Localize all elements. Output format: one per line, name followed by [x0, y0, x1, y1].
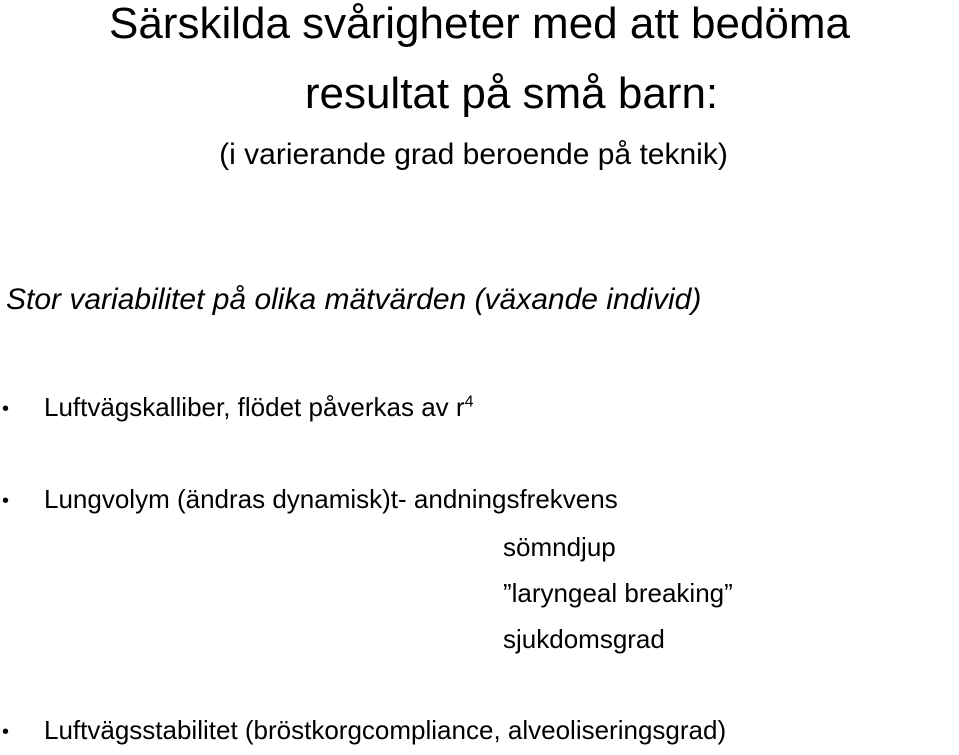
bullet-item-airway-caliber	[44, 394, 473, 420]
superscript: 4	[464, 393, 474, 411]
bullet-continuation-disease-severity: sjukdomsgrad	[503, 624, 665, 654]
slide-title-line-2: resultat på små barn:	[304, 69, 719, 118]
bullet-text: Luftvägskalliber, flödet påverkas av r	[44, 392, 465, 422]
bullet-marker: •	[2, 490, 10, 512]
section-heading: Stor variabilitet på olika mätvärden (växande individ)	[6, 283, 702, 316]
slide-subtitle: (i varierande grad beroende på teknik)	[219, 138, 728, 171]
bullet-marker: •	[2, 398, 10, 420]
bullet-continuation-laryngeal-breaking: ”laryngeal breaking”	[503, 578, 733, 608]
bullet-item-lung-volume: Lungvolym (ändras dynamisk)t- andningsfrekvens	[44, 484, 618, 514]
bullet-continuation-sleep-depth: sömndjup	[503, 532, 616, 562]
bullet-marker: •	[2, 721, 10, 743]
slide-title-line-1: Särskilda svårigheter med att bedöma	[108, 0, 851, 48]
bullet-item-airway-stability: Luftvägsstabilitet (bröstkorgcompliance, alveoliseringsgrad)	[44, 715, 727, 745]
